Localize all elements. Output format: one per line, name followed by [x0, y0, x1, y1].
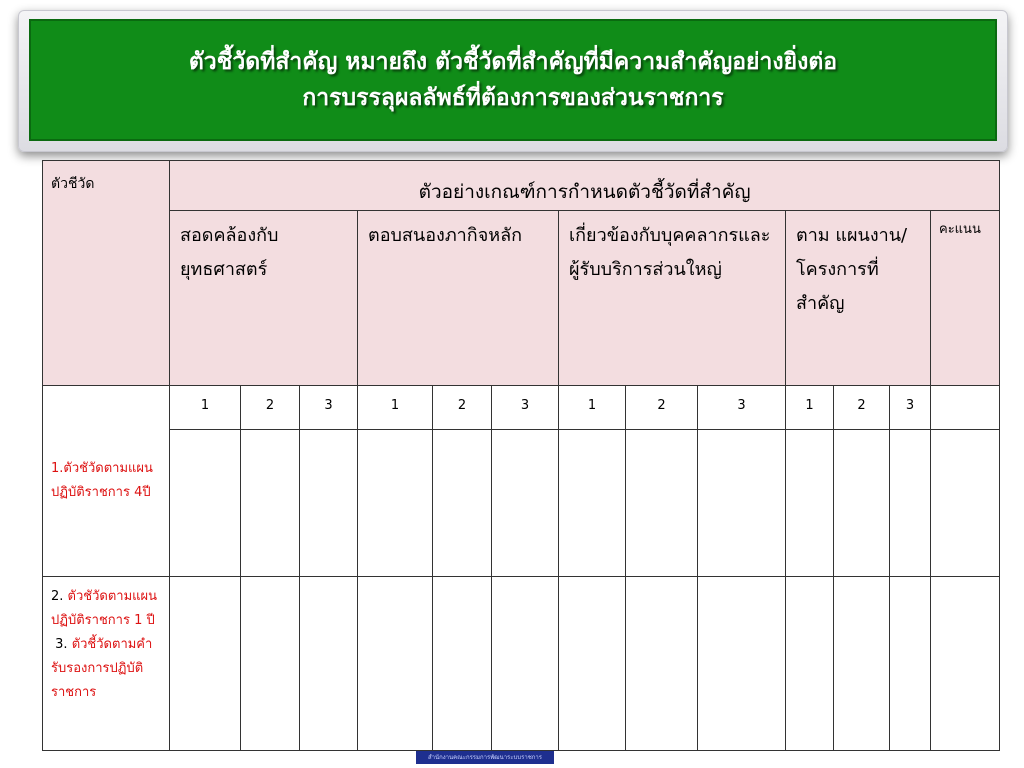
- sub-number: 2: [626, 386, 698, 430]
- sub-number: 1: [786, 386, 834, 430]
- table-cell: [834, 430, 890, 577]
- row-1-label: 1.ตัวชัวัดตามแผนปฏิบัติราชการ 4ปี: [43, 386, 170, 577]
- sub-number: 1: [559, 386, 626, 430]
- title-banner-frame: [18, 10, 1008, 152]
- row-2-text: ตัวชัวัดตามแผนปฏิบัติราชการ 1 ปี: [51, 589, 158, 628]
- sub-number: 2: [241, 386, 300, 430]
- table-cell: [170, 577, 241, 751]
- row-3-number: 3.: [55, 637, 68, 652]
- sub-number: 1: [170, 386, 241, 430]
- criteria-plan-header: ตาม แผนงาน/ โครงการที่สำคัญ: [786, 211, 931, 386]
- sub-number: 3: [492, 386, 559, 430]
- table-cell: [433, 577, 492, 751]
- title-line-1: ตัวชี้วัดที่สำคัญ หมายถึง ตัวชี้วัดที่สำคัญที่มีความสำคัญอย่างยิ่งต่อ: [188, 49, 838, 75]
- criteria-strategy-header: สอดคล้องกับ ยุทธศาสตร์: [170, 211, 358, 386]
- row-3-text: ตัวชี้วัดตามคำรับรองการปฏิบัติราชการ: [51, 637, 153, 700]
- sub-number: 3: [300, 386, 358, 430]
- table-cell: [300, 577, 358, 751]
- score-header: คะแนน: [931, 211, 1000, 386]
- table-cell: [358, 577, 433, 751]
- sub-number: 1: [358, 386, 433, 430]
- criteria-stakeholder-header: เกี่ยวข้องกับบุคคลากรและผู้รับบริการส่วนใหญ่: [559, 211, 786, 386]
- table-cell: [931, 577, 1000, 751]
- table-cell: [300, 430, 358, 577]
- table-cell: [698, 430, 786, 577]
- criteria-mission-header: ตอบสนองภากิจหลัก: [358, 211, 559, 386]
- title-line-2: การบรรลุผลลัพธ์ที่ต้องการของส่วนราชการ: [302, 85, 724, 111]
- sub-number: 2: [834, 386, 890, 430]
- table-cell: [698, 577, 786, 751]
- indicator-criteria-table: [42, 160, 1000, 751]
- table-cell: [559, 577, 626, 751]
- table-cell: [358, 430, 433, 577]
- criteria-group-header: ตัวอย่างเกณฑ์การกำหนดตัวชี้วัดที่สำคัญ: [170, 161, 1000, 211]
- table-cell: [931, 430, 1000, 577]
- sub-number: 3: [698, 386, 786, 430]
- row-2-number: 2.: [51, 589, 64, 604]
- sub-number: 3: [890, 386, 931, 430]
- table-cell: [626, 577, 698, 751]
- table-cell: [890, 577, 931, 751]
- table-cell: [241, 577, 300, 751]
- table-cell: [433, 430, 492, 577]
- footer-logo-strip: สำนักงานคณะกรรมการพัฒนาระบบราชการ: [416, 751, 554, 764]
- table-cell: [786, 577, 834, 751]
- empty-cell: [931, 386, 1000, 430]
- row-2-label: [43, 577, 170, 751]
- table-cell: [559, 430, 626, 577]
- table-cell: [890, 430, 931, 577]
- table-cell: [492, 577, 559, 751]
- table-cell: [492, 430, 559, 577]
- title-banner: [29, 19, 997, 141]
- table-cell: [241, 430, 300, 577]
- table-cell: [170, 430, 241, 577]
- table-cell: [786, 430, 834, 577]
- indicator-header: ตัวชีวัด: [43, 161, 170, 386]
- table-cell: [626, 430, 698, 577]
- table-cell: [834, 577, 890, 751]
- sub-number: 2: [433, 386, 492, 430]
